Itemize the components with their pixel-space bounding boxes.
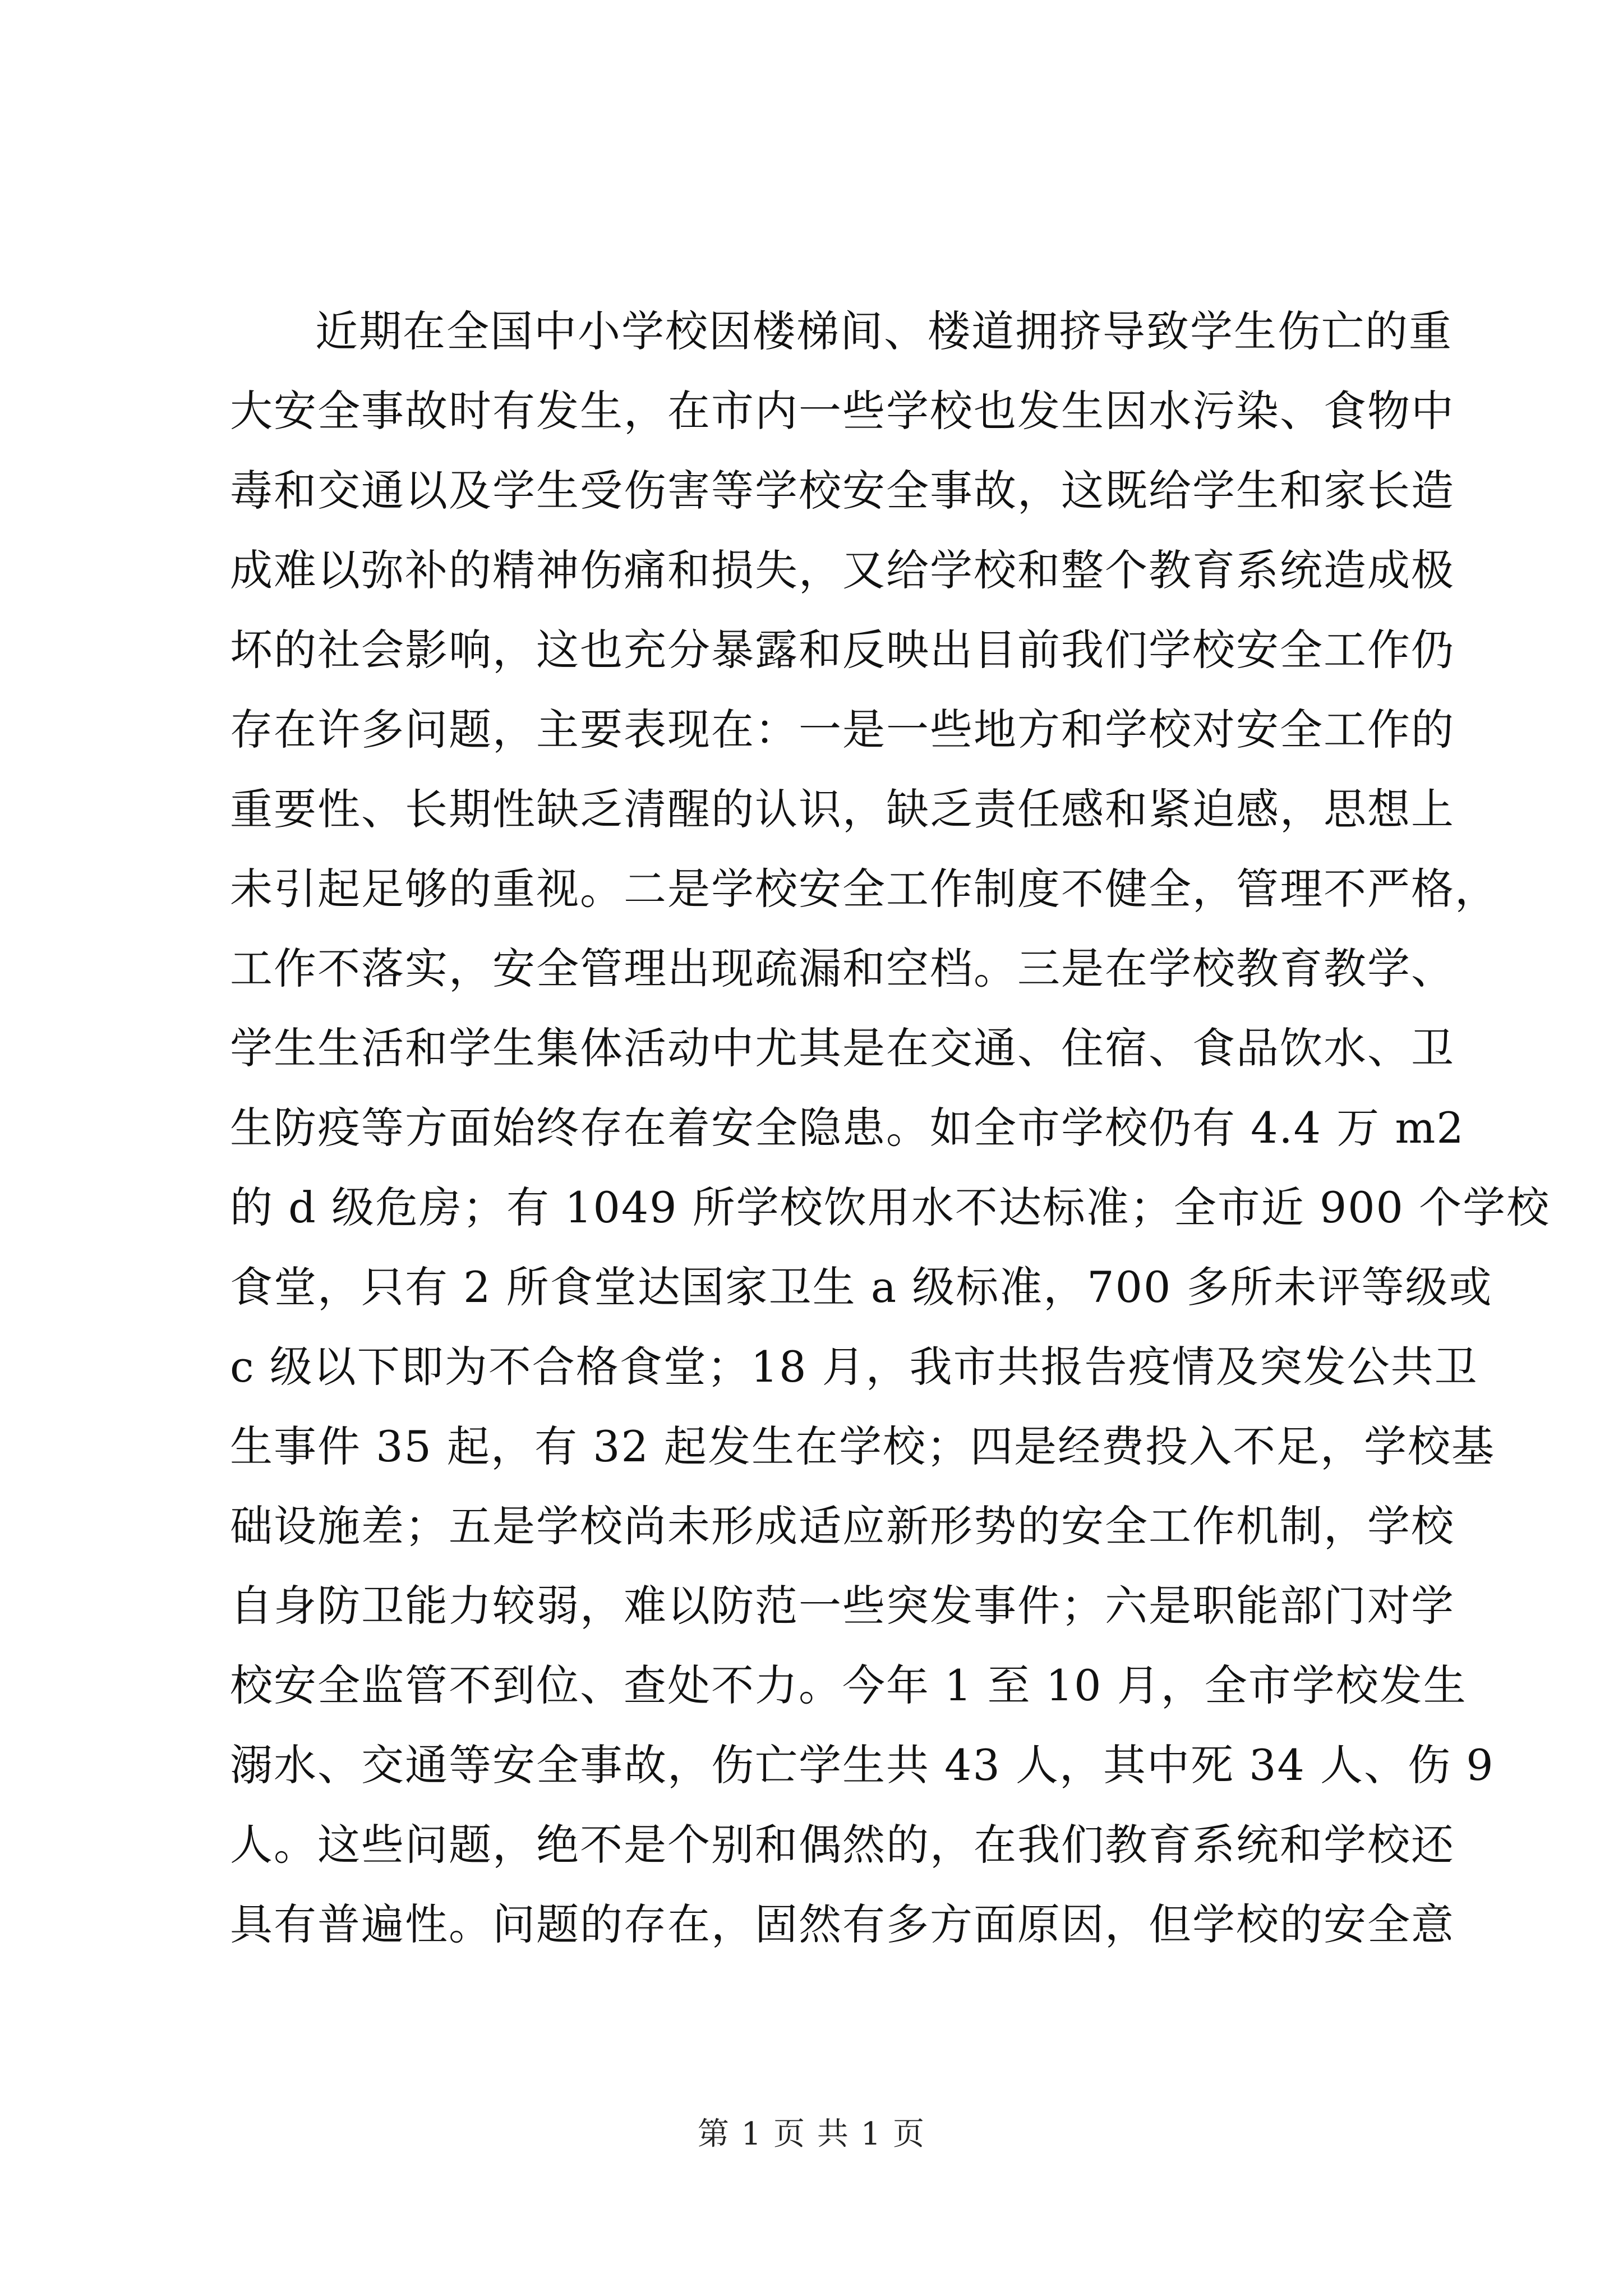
text-line: 自身防卫能力较弱，难以防范一些突发事件；六是职能部门对学 <box>230 1581 1455 1631</box>
text-line: c 级以下即为不合格食堂；18 月，我市共报告疫情及突发公共卫 <box>230 1342 1478 1392</box>
text-line: 学生生活和学生集体活动中尤其是在交通、住宿、食品饮水、卫 <box>230 1023 1455 1073</box>
text-line: 食堂，只有 2 所食堂达国家卫生 a 级标准，700 多所未评等级或 <box>230 1262 1493 1312</box>
text-line: 重要性、长期性缺乏清醒的认识，缺乏责任感和紧迫感，思想上 <box>230 784 1455 834</box>
text-line: 毒和交通以及学生受伤害等学校安全事故，这既给学生和家长造 <box>230 466 1455 516</box>
text-line: 础设施差；五是学校尚未形成适应新形势的安全工作机制，学校 <box>230 1501 1455 1551</box>
body-paragraph <box>230 292 1551 1964</box>
text-line: 溺水、交通等安全事故，伤亡学生共 43 人，其中死 34 人、伤 9 <box>230 1740 1495 1790</box>
text-line: 人。这些问题，绝不是个别和偶然的，在我们教育系统和学校还 <box>230 1820 1455 1870</box>
text-line: 存在许多问题，主要表现在：一是一些地方和学校对安全工作的 <box>230 705 1455 754</box>
text-line: 生事件 35 起，有 32 起发生在学校；四是经费投入不足，学校基 <box>230 1421 1496 1471</box>
text-line: 坏的社会影响，这也充分暴露和反映出目前我们学校安全工作仍 <box>230 625 1455 675</box>
text-line: 校安全监管不到位、查处不力。今年 1 至 10 月，全市学校发生 <box>230 1660 1467 1710</box>
text-line: 成难以弥补的精神伤痛和损失，又给学校和整个教育系统造成极 <box>230 545 1455 595</box>
page-number-footer: 第 1 页 共 1 页 <box>697 2116 926 2152</box>
text-line: 近期在全国中小学校因楼梯间、楼道拥挤导致学生伤亡的重 <box>315 306 1453 356</box>
text-line: 大安全事故时有发生，在市内一些学校也发生因水污染、食物中 <box>230 386 1455 436</box>
text-line: 工作不落实，安全管理出现疏漏和空档。三是在学校教育教学、 <box>230 944 1455 993</box>
text-line: 生防疫等方面始终存在着安全隐患。如全市学校仍有 4.4 万 m2 <box>230 1103 1465 1153</box>
text-line: 未引起足够的重视。二是学校安全工作制度不健全，管理不严格， <box>230 864 1498 914</box>
text-line: 具有普遍性。问题的存在，固然有多方面原因，但学校的安全意 <box>230 1899 1455 1949</box>
text-line: 的 d 级危房；有 1049 所学校饮用水不达标准；全市近 900 个学校 <box>230 1182 1551 1232</box>
